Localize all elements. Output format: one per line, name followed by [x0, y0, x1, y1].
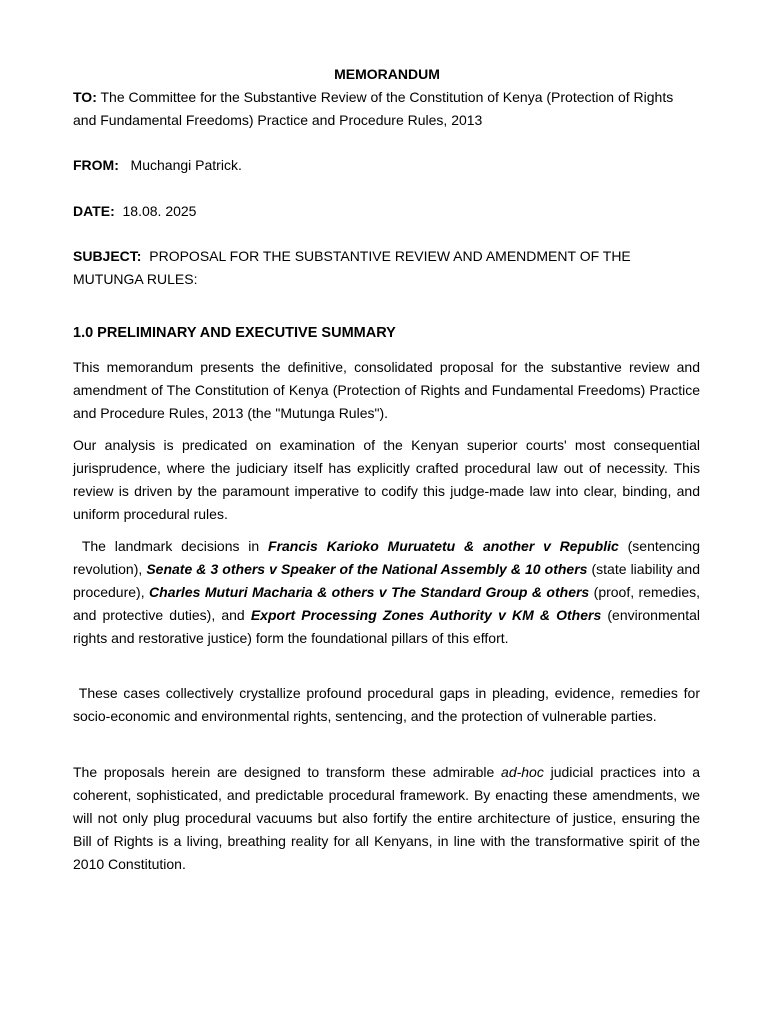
from-line	[73, 154, 700, 177]
case-muruatetu: Francis Karioko Muruatetu & another v Republic	[268, 538, 619, 554]
p5-adhoc: ad-hoc	[501, 764, 544, 780]
case-macharia: Charles Muturi Macharia & others v The Standard Group & others	[149, 584, 590, 600]
to-value: The Committee for the Substantive Review of the Constitution of Kenya (Protection of Rights and Fundamental Freedoms) Practice and Procedure Rules, 2013	[73, 89, 674, 128]
to-line	[73, 86, 700, 132]
p3-text-4: (proof, remedies, and protective duties), and	[73, 584, 701, 623]
paragraph-3	[73, 535, 700, 650]
section-heading: 1.0 PRELIMINARY AND EXECUTIVE SUMMARY	[73, 325, 396, 341]
from-label: FROM:	[73, 157, 119, 173]
paragraph-1: This memorandum presents the definitive, consolidated proposal for the substantive review and amendment of The Constitution of Kenya (Protection of Rights and Fundamental Freedoms) Practice and Procedure Rules, 2013 (the "Mutunga Rules").	[73, 359, 700, 421]
case-senate: Senate & 3 others v Speaker of the National Assembly & 10 others	[146, 561, 588, 577]
p3-text-5: (environmental rights and restorative justice) form the foundational pillars of this effort.	[73, 607, 700, 646]
paragraph-2: Our analysis is predicated on examination of the Kenyan superior courts' most consequential jurisprudence, where the judiciary itself has explicitly crafted procedural law out of necessity. This review is driven by the paramount imperative to codify this judge-made law into clear, binding, and uniform procedural rules.	[73, 437, 700, 522]
memo-title: MEMORANDUM	[334, 66, 440, 82]
p3-text-2: (sentencing revolution),	[73, 538, 700, 577]
paragraph-4: These cases collectively crystallize profound procedural gaps in pleading, evidence, remedies for socio-economic and environmental rights, sentencing, and the protection of vulnerable parties.	[73, 685, 704, 724]
case-epza: Export Processing Zones Authority v KM & Others	[250, 607, 602, 623]
from-value: Muchangi Patrick.	[118, 157, 242, 173]
date-line	[73, 200, 700, 223]
subject-value: PROPOSAL FOR THE SUBSTANTIVE REVIEW AND AMENDMENT OF THE MUTUNGA RULES:	[73, 248, 635, 287]
date-value: 18.08. 2025	[114, 203, 197, 219]
subject-label: SUBJECT:	[73, 248, 142, 264]
p3-text-3: (state liability and procedure),	[73, 561, 700, 600]
p3-text-1: The landmark decisions in	[73, 538, 269, 554]
to-label: TO:	[73, 89, 97, 105]
paragraph-5	[73, 761, 700, 876]
date-label: DATE:	[73, 203, 115, 219]
p5-text-1: The proposals herein are designed to transform these admirable	[73, 764, 502, 780]
p5-text-2: judicial practices into a coherent, sophisticated, and predictable procedural framework. By enacting these amendments, we will not only plug procedural vacuums but also fortify the entire architecture of justice, ensuring the Bill of Rights is a living, breathing reality for all Kenyans, in line with the transformative spirit of the 2010 Constitution.	[73, 764, 700, 872]
subject-line	[73, 245, 700, 291]
